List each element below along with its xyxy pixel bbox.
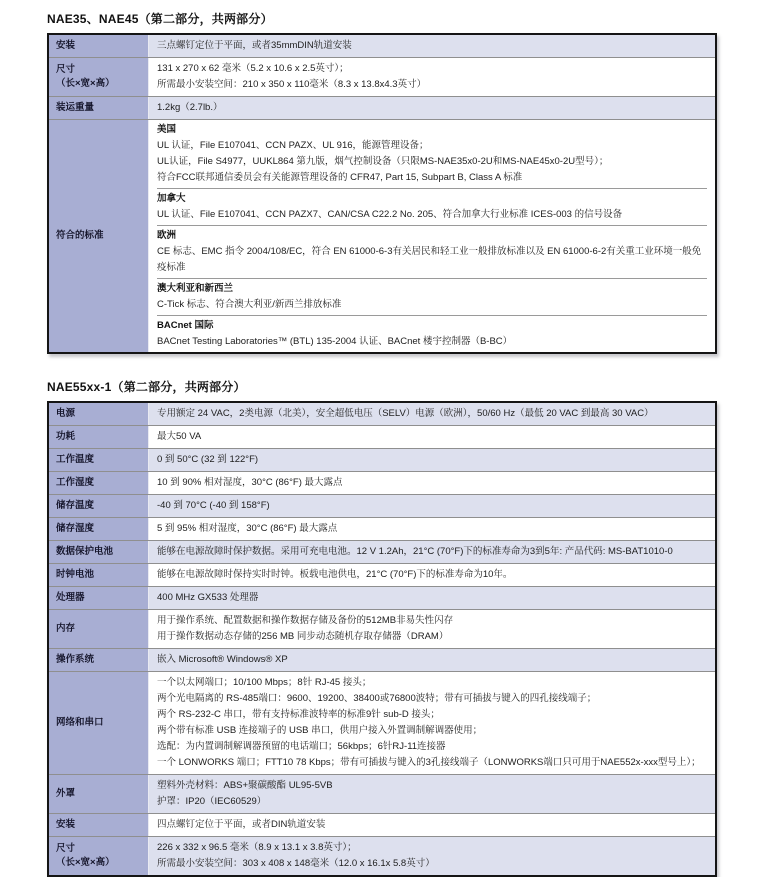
table-row <box>49 425 715 448</box>
value-line: 两个光电隔离的 RS-485端口：9600、19200、38400或76800波特；带有可插拔与键入的四孔接线端子； <box>157 693 597 704</box>
value-line: 131 x 270 x 62 毫米（5.2 x 10.6 x 2.5英寸）； <box>157 63 349 74</box>
row-label: 处理器 <box>56 592 85 603</box>
row-label-cell <box>49 58 149 96</box>
row-label-cell <box>49 541 149 563</box>
value-line: 1.2kg（2.7lb.） <box>157 102 223 113</box>
row-label: 电源 <box>56 408 76 419</box>
value-line: 能够在电源故障时保护数据。采用可充电电池。12 V 1.2Ah，21°C (70°F)下的标准寿命为3到5年: 产品代码: MS-BAT1010-0 <box>157 546 673 557</box>
row-label: 功耗 <box>56 431 76 442</box>
table-row <box>49 648 715 671</box>
row-value-cell <box>149 775 715 813</box>
value-line: 10 到 90% 相对湿度，30°C (86°F) 最大露点 <box>157 477 343 488</box>
row-label: 工作湿度 <box>56 477 95 488</box>
value-line: 所需最小安装空间：210 x 350 x 110毫米（8.3 x 13.8x4.3英寸） <box>157 79 427 90</box>
value-line: CE 标志、EMC 指令 2004/108/EC，符合 EN 61000-6-3有关居民和轻工业一般排放标准以及 EN 61000-6-2有关重工业环境一般免疫标准 <box>157 246 702 273</box>
row-value-cell <box>149 472 715 494</box>
standards-group <box>157 120 707 188</box>
value-line: -40 到 70°C (-40 到 158°F) <box>157 500 270 511</box>
value-line: C-Tick 标志、符合澳大利亚/新西兰排放标准 <box>157 299 342 310</box>
table-row <box>49 96 715 119</box>
row-label: 储存温度 <box>56 500 95 511</box>
row-value-cell <box>149 58 715 96</box>
row-value-cell <box>149 837 715 875</box>
value-line: 一个以太网端口；10/100 Mbps；8针 RJ-45 接头； <box>157 677 372 688</box>
row-label: 尺寸 <box>56 64 76 75</box>
value-line: 两个带有标准 USB 连接端子的 USB 串口，供用户接入外置调制解调器使用； <box>157 725 483 736</box>
value-line: 选配：为内置调制解调器预留的电话端口；56kbps；6针RJ-11连接器 <box>157 741 446 752</box>
row-value-cell <box>149 541 715 563</box>
row-label: 网络和串口 <box>56 717 104 728</box>
row-label-cell <box>49 120 149 352</box>
row-label: 装运重量 <box>56 102 95 113</box>
row-label: 数据保护电池 <box>56 546 114 557</box>
row-label: 符合的标准 <box>56 230 104 241</box>
standards-group <box>157 188 707 225</box>
value-line: 226 x 332 x 96.5 毫米（8.9 x 13.1 x 3.8英寸）； <box>157 842 357 853</box>
row-label: 操作系统 <box>56 654 95 665</box>
row-label: 尺寸 <box>56 843 76 854</box>
row-label-cell <box>49 472 149 494</box>
value-line: 四点螺钉定位于平面，或者DIN轨道安装 <box>157 819 326 830</box>
standards-group-heading: 加拿大 <box>157 193 186 204</box>
row-value-cell <box>149 587 715 609</box>
standards-group-heading: BACnet 国际 <box>157 320 214 331</box>
row-label-cell <box>49 610 149 648</box>
standards-group <box>157 278 707 315</box>
row-label-cell <box>49 672 149 774</box>
value-line: UL 认证，File E107041、CCN PAZX、UL 916，能源管理设备； <box>157 140 429 151</box>
table-row <box>49 540 715 563</box>
value-line: 护罩：IP20（IEC60529） <box>157 796 267 807</box>
row-label: 安装 <box>56 40 76 51</box>
table-row <box>49 448 715 471</box>
value-line: 能够在电源故障时保持实时时钟。板载电池供电，21°C (70°F)下的标准寿命为10年。 <box>157 569 513 580</box>
row-label-cell <box>49 495 149 517</box>
row-label-cell <box>49 649 149 671</box>
value-line: 0 到 50°C (32 到 122°F) <box>157 454 259 465</box>
row-label-cell <box>49 814 149 836</box>
value-line: 三点螺钉定位于平面，或者35mmDIN轨道安装 <box>157 40 352 51</box>
nae55xx1-spec-table <box>47 401 717 877</box>
row-value-cell <box>149 610 715 648</box>
value-line: 5 到 95% 相对湿度，30°C (86°F) 最大露点 <box>157 523 338 534</box>
table-row <box>49 35 715 57</box>
row-label-cell <box>49 426 149 448</box>
value-line: 最大50 VA <box>157 431 202 442</box>
table-row <box>49 609 715 648</box>
row-label-cell <box>49 587 149 609</box>
table-row <box>49 586 715 609</box>
standards-group-heading: 美国 <box>157 124 177 135</box>
value-line: UL认证，File S4977，UUKL864 第九版，烟气控制设备（只限MS-NAE35x0-2U和MS-NAE45x0-2U型号）； <box>157 156 609 167</box>
standards-group <box>157 315 707 352</box>
row-label-cell <box>49 518 149 540</box>
standards-group <box>157 225 707 278</box>
row-label: 外罩 <box>56 788 76 799</box>
value-line: 一个 LONWORKS 端口；FTT10 78 Kbps；带有可插拔与键入的3孔接线端子（LONWORKS端口只可用于NAE552x-xxx型号上）； <box>157 757 701 768</box>
row-value-cell <box>149 495 715 517</box>
value-line: 400 MHz GX533 处理器 <box>157 592 259 603</box>
row-label: 时钟电池 <box>56 569 95 580</box>
value-line: 用于操作数据动态存储的256 MB 同步动态随机存取存储器（DRAM） <box>157 631 449 642</box>
row-value-cell <box>149 564 715 586</box>
row-value-cell <box>149 449 715 471</box>
row-label: （长×宽×高） <box>56 78 115 89</box>
row-label-cell <box>49 403 149 425</box>
row-label-cell <box>49 564 149 586</box>
row-value-cell <box>149 672 715 774</box>
value-line: 嵌入 Microsoft® Windows® XP <box>157 654 288 665</box>
row-label: 储存湿度 <box>56 523 95 534</box>
table-row <box>49 671 715 774</box>
row-value-cell <box>149 518 715 540</box>
value-line: 用于操作系统、配置数据和操作数据存储及备份的512MB非易失性闪存 <box>157 615 454 626</box>
row-label-cell <box>49 97 149 119</box>
value-line: BACnet Testing Laboratories™ (BTL) 135-2004 认证、BACnet 楼宇控制器（B-BC） <box>157 336 513 347</box>
section1-title: NAE35、NAE45（第二部分，共两部分） <box>47 12 273 26</box>
row-value-cell <box>149 35 715 57</box>
row-value-cell <box>149 120 715 352</box>
value-line: 符合FCC联邦通信委员会有关能源管理设备的 CFR47, Part 15, Subpart B, Class A 标准 <box>157 172 523 183</box>
table-row <box>49 494 715 517</box>
row-label: 内存 <box>56 623 76 634</box>
table-row <box>49 836 715 875</box>
row-value-cell <box>149 403 715 425</box>
standards-group-heading: 欧洲 <box>157 230 177 241</box>
row-label: 工作温度 <box>56 454 95 465</box>
table-row <box>49 119 715 352</box>
row-value-cell <box>149 426 715 448</box>
value-line: UL 认证、File E107041、CCN PAZX7、CAN/CSA C22.2 No. 205、符合加拿大行业标准 ICES-003 的信号设备 <box>157 209 623 220</box>
section2-title: NAE55xx-1（第二部分，共两部分） <box>47 380 246 394</box>
table-row <box>49 517 715 540</box>
value-line: 两个 RS-232-C 串口，带有支持标准波特率的标准9针 sub-D 接头； <box>157 709 440 720</box>
nae35-nae45-spec-table <box>47 33 717 354</box>
row-label-cell <box>49 35 149 57</box>
standards-group-heading: 澳大利亚和新西兰 <box>157 283 234 294</box>
row-label-cell <box>49 837 149 875</box>
row-value-cell <box>149 649 715 671</box>
row-label: 安装 <box>56 819 76 830</box>
value-line: 专用额定 24 VAC，2类电源（北美），安全超低电压（SELV）电源（欧洲），50/60 Hz（最低 20 VAC 到最高 30 VAC） <box>157 408 654 419</box>
table-row <box>49 471 715 494</box>
row-value-cell <box>149 97 715 119</box>
table-row <box>49 57 715 96</box>
value-line: 所需最小安装空间：303 x 408 x 148毫米（12.0 x 16.1x 5.8英寸） <box>157 858 435 869</box>
value-line: 塑料外壳材料：ABS+聚碳酸酯 UL95-5VB <box>157 780 333 791</box>
table-row <box>49 563 715 586</box>
row-value-cell <box>149 814 715 836</box>
row-label-cell <box>49 775 149 813</box>
table-row <box>49 813 715 836</box>
row-label: （长×宽×高） <box>56 857 115 868</box>
table-row <box>49 403 715 425</box>
row-label-cell <box>49 449 149 471</box>
